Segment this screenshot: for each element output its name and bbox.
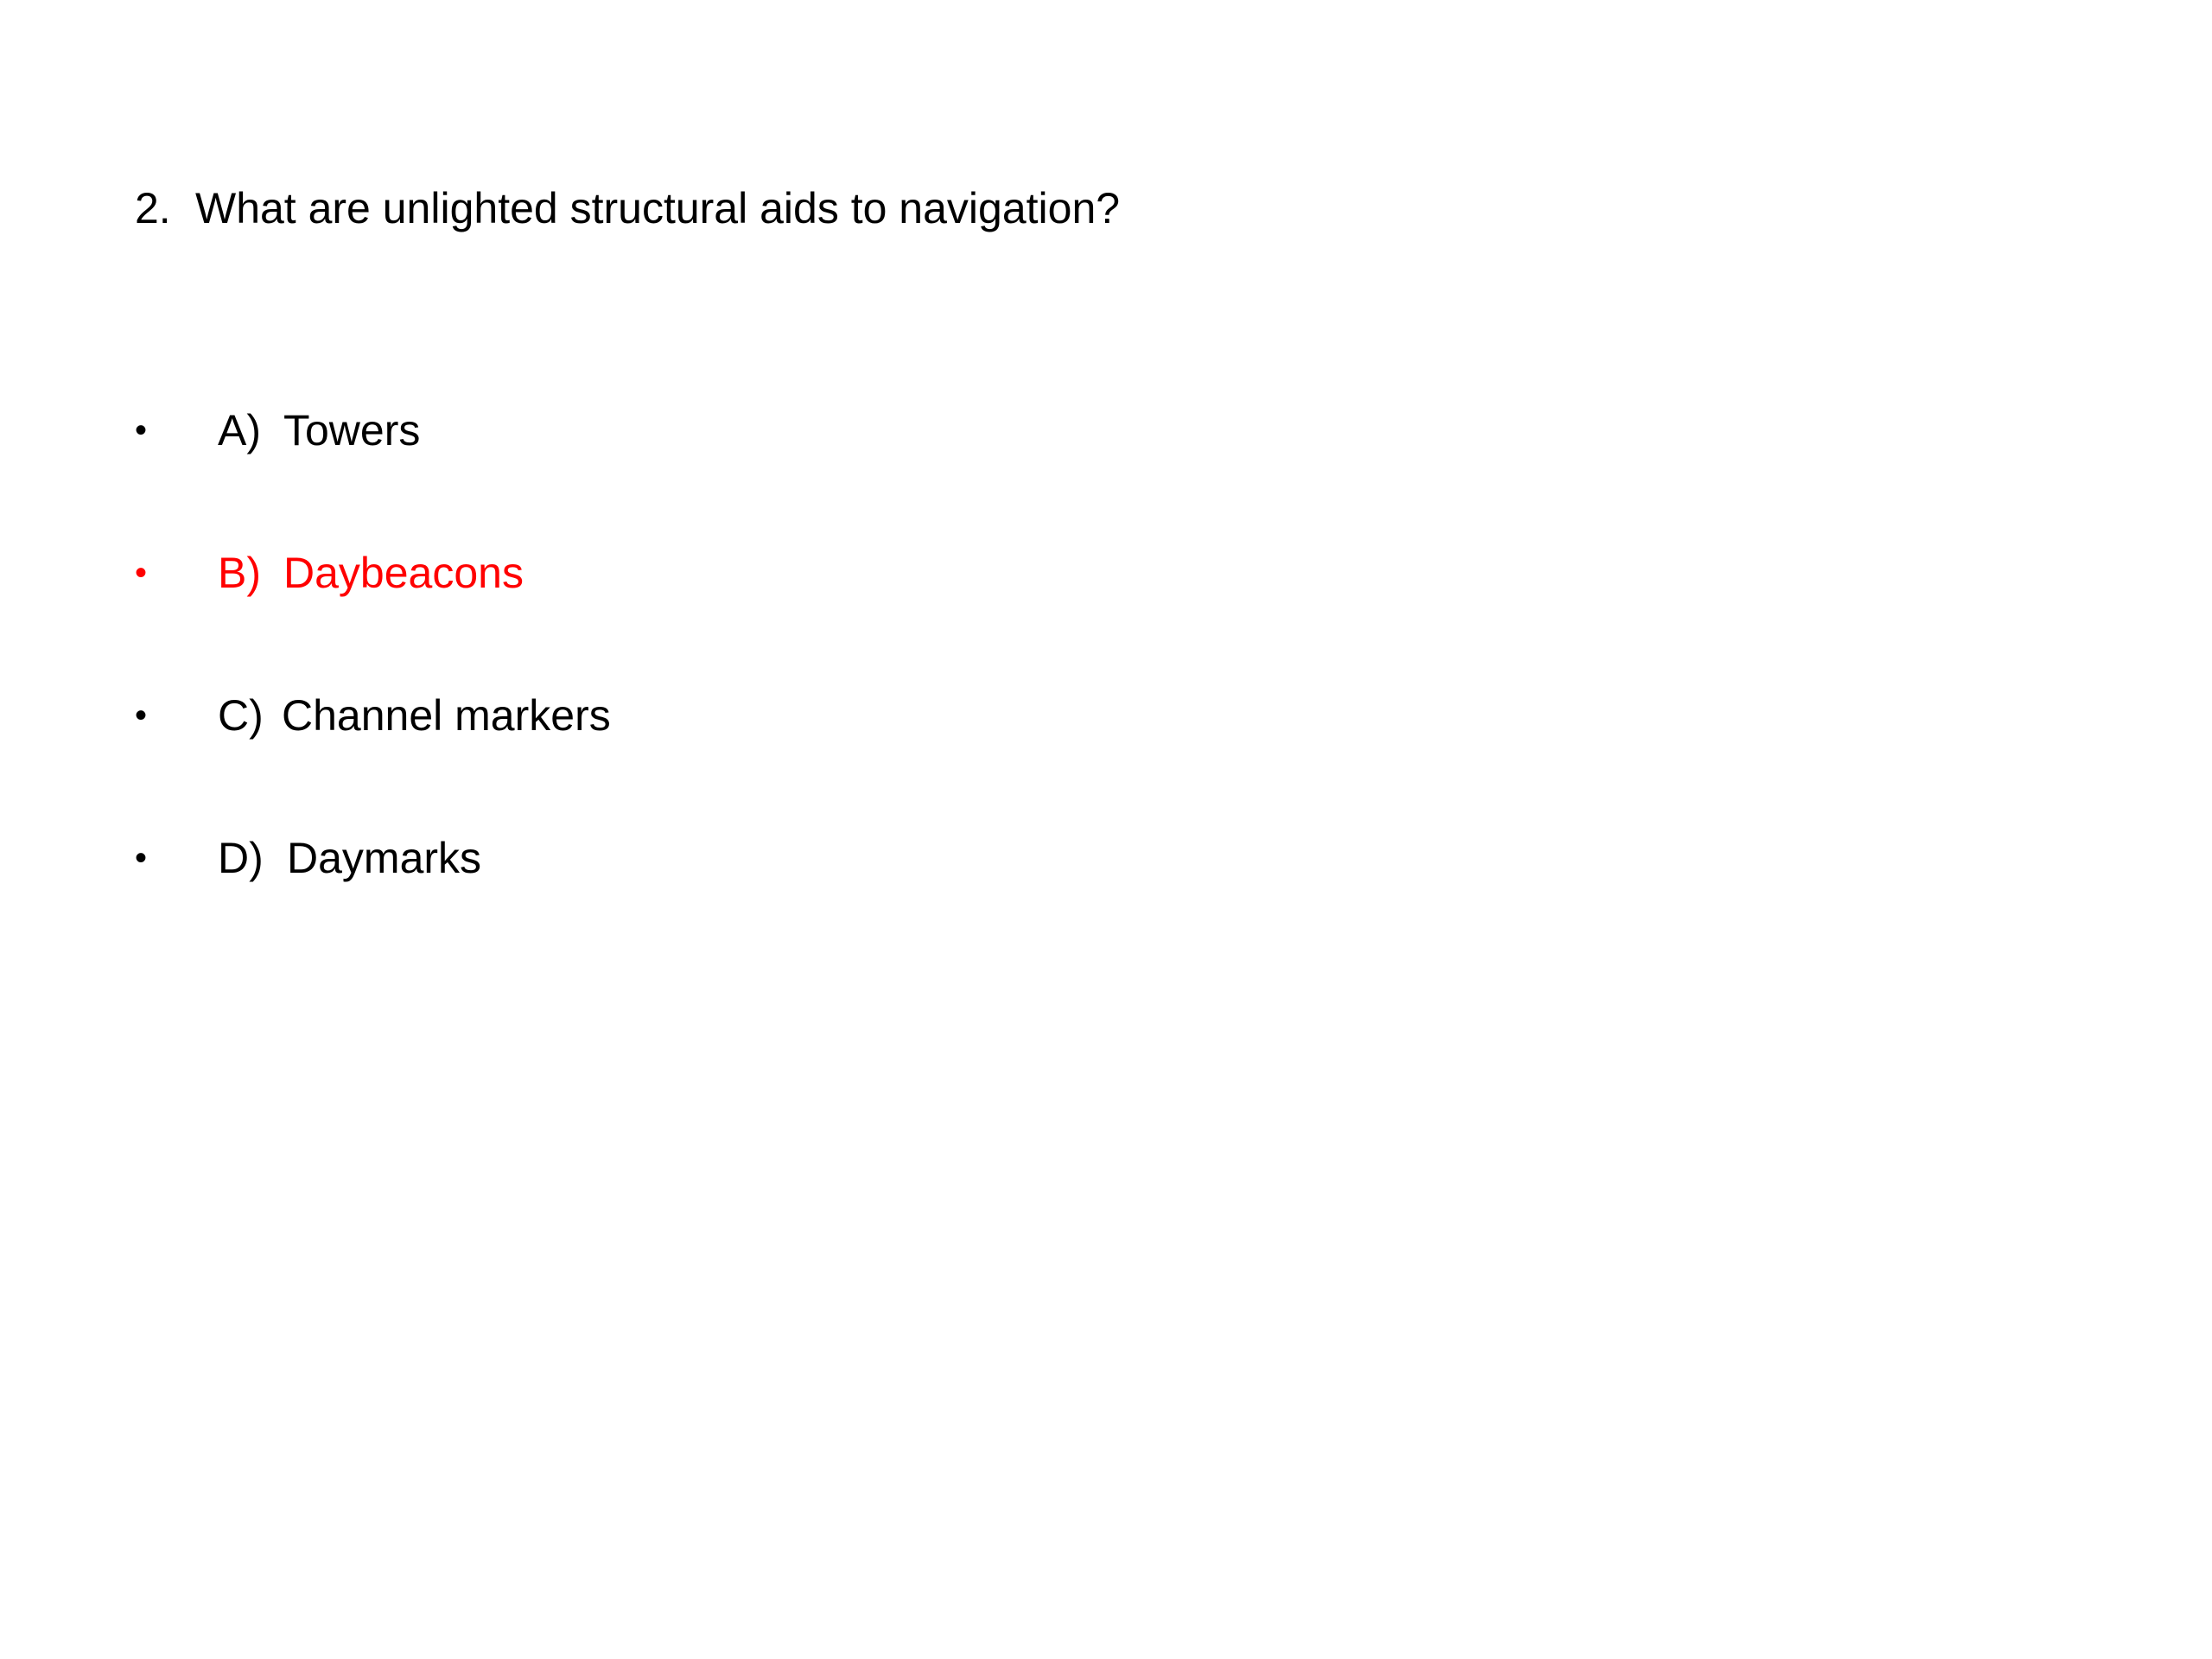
- bullet-icon: •: [135, 411, 148, 449]
- option-letter: A): [218, 406, 261, 454]
- bullet-icon: •: [135, 696, 148, 734]
- option-text: Daybeacons: [283, 549, 524, 597]
- option-text: Towers: [283, 406, 421, 454]
- bullet-icon: •: [135, 554, 148, 592]
- question-line: [135, 177, 1120, 239]
- option-letter: C): [218, 691, 264, 740]
- option-letter: B): [218, 549, 261, 597]
- option-text: Channel markers: [282, 691, 611, 740]
- option-text: Daymarks: [287, 834, 482, 882]
- question-text: What are unlighted structural aids to navigation?: [195, 184, 1121, 232]
- question-number: 2.: [135, 184, 171, 232]
- bullet-icon: •: [135, 839, 148, 877]
- option-letter: D): [218, 834, 264, 882]
